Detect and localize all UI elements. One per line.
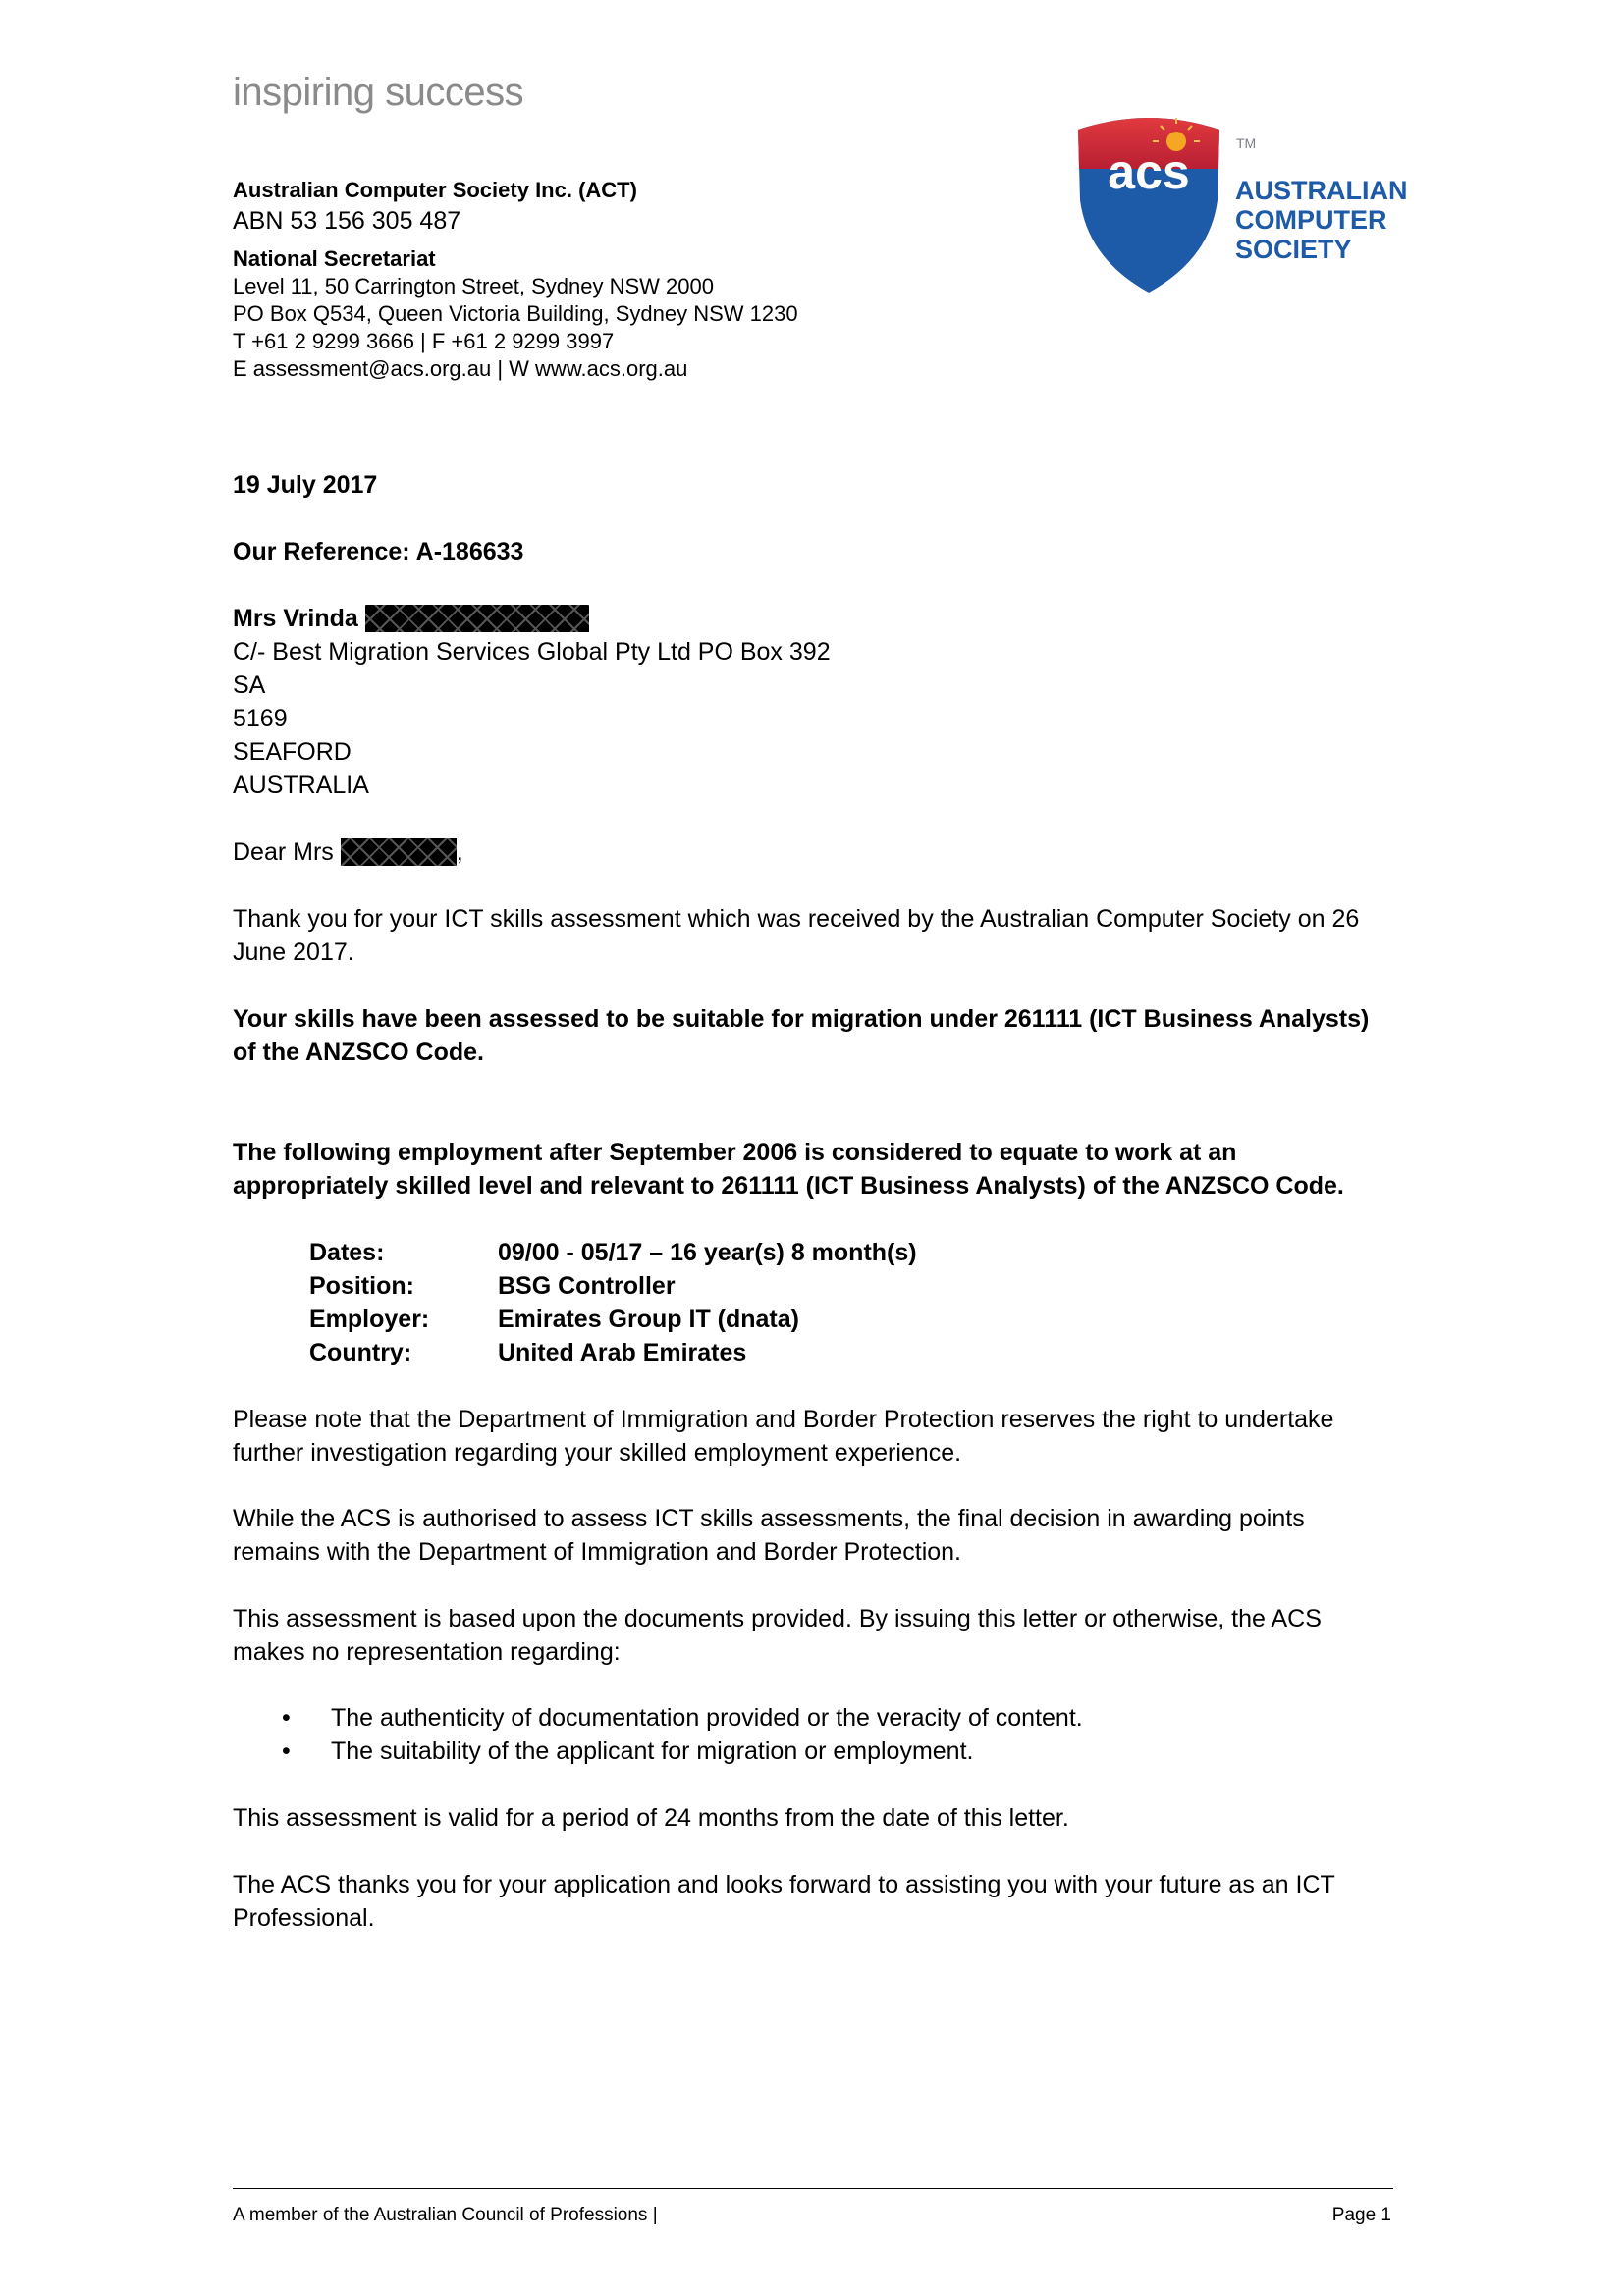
employment-row	[309, 1236, 917, 1269]
abn: ABN 53 156 305 487	[233, 207, 461, 235]
address-line: SA	[233, 671, 266, 699]
paragraph-decision: While the ACS is authorised to assess ICT skills assessments, the final decision in awarding points remains with the Department of Immigration and Border Protection.	[233, 1505, 1305, 1566]
employment-label: Dates:	[309, 1239, 385, 1266]
assessment-result: Your skills have been assessed to be suitable for migration under 261111 (ICT Business Analysts) of the ANZSCO Code.	[233, 1005, 1370, 1066]
tagline: inspiring success	[233, 71, 524, 114]
address-line-2: PO Box Q534, Queen Victoria Building, Sydney NSW 1230	[233, 301, 798, 326]
employment-value: BSG Controller	[498, 1272, 676, 1300]
salutation-text: Dear Mrs	[233, 838, 334, 866]
logo-word-1: AUSTRALIAN	[1235, 176, 1408, 205]
footer-membership: A member of the Australian Council of Professions |	[233, 2205, 658, 2225]
acs-logo	[1070, 110, 1408, 296]
reference: Our Reference: A-186633	[233, 538, 524, 565]
footer-divider	[233, 2188, 1393, 2189]
address-line: C/- Best Migration Services Global Pty Ltd PO Box 392	[233, 638, 831, 666]
email-web: E assessment@acs.org.au | W www.acs.org.au	[233, 356, 688, 381]
list-item	[282, 1701, 1083, 1735]
salutation	[233, 835, 1391, 869]
employment-value: United Arab Emirates	[498, 1339, 747, 1366]
recipient-block	[233, 602, 1391, 802]
list-item	[282, 1735, 1083, 1768]
employment-row	[309, 1303, 917, 1336]
paragraph-validity: This assessment is valid for a period of 24 months from the date of this letter.	[233, 1804, 1069, 1832]
logo-word-3: SOCIETY	[1235, 235, 1352, 264]
list-item-text: The authenticity of documentation provided or the veracity of content.	[331, 1704, 1083, 1732]
paragraph-thanks: The ACS thanks you for your application and looks forward to assisting you with your future as an ICT Professional.	[233, 1871, 1335, 1932]
employment-label: Employer:	[309, 1306, 430, 1333]
redacted-surname	[365, 605, 589, 632]
employment-value: 09/00 - 05/17 – 16 year(s) 8 month(s)	[498, 1239, 917, 1266]
employment-label: Country:	[309, 1339, 412, 1366]
secretariat-title: National Secretariat	[233, 246, 436, 271]
phone-fax: T +61 2 9299 3666 | F +61 2 9299 3997	[233, 329, 615, 353]
employment-row	[309, 1336, 917, 1369]
paragraph-representation: This assessment is based upon the documents provided. By issuing this letter or otherwise, the ACS makes no representation regarding:	[233, 1605, 1322, 1666]
bullet-icon: •	[282, 1704, 291, 1732]
logo-wordmark	[1235, 176, 1408, 264]
address-line: 5169	[233, 705, 288, 732]
address-line-1: Level 11, 50 Carrington Street, Sydney NSW 2000	[233, 274, 714, 298]
acs-mark: acs	[1108, 144, 1190, 199]
recipient-name: Mrs Vrinda	[233, 605, 358, 632]
letter-date: 19 July 2017	[233, 471, 378, 499]
trademark: TM	[1236, 135, 1257, 151]
employment-intro: The following employment after September 2006 is considered to equate to work at an appropriately skilled level and relevant to 261111 (ICT Business Analysts) of the ANZSCO Code.	[233, 1139, 1344, 1200]
employment-label: Position:	[309, 1272, 414, 1300]
employment-value: Emirates Group IT (dnata)	[498, 1306, 799, 1333]
representation-list	[282, 1701, 1083, 1768]
org-name: Australian Computer Society Inc. (ACT)	[233, 178, 637, 202]
salutation-comma: ,	[456, 838, 463, 866]
redacted-name	[341, 838, 457, 866]
logo-word-2: COMPUTER	[1235, 205, 1387, 235]
employment-row	[309, 1269, 917, 1303]
address-line: AUSTRALIA	[233, 772, 369, 799]
list-item-text: The suitability of the applicant for migration or employment.	[331, 1737, 974, 1765]
employment-details	[309, 1236, 917, 1369]
address-line: SEAFORD	[233, 738, 352, 766]
paragraph-investigation: Please note that the Department of Immigration and Border Protection reserves the right to undertake further investigation regarding your skilled employment experience.	[233, 1406, 1334, 1467]
paragraph-received: Thank you for your ICT skills assessment which was received by the Australian Computer Society on 26 June 2017.	[233, 905, 1360, 966]
letterhead-org-details	[233, 177, 798, 383]
acs-shield-icon	[1070, 110, 1227, 296]
bullet-icon: •	[282, 1737, 291, 1765]
page-number: Page 1	[1331, 2205, 1391, 2225]
